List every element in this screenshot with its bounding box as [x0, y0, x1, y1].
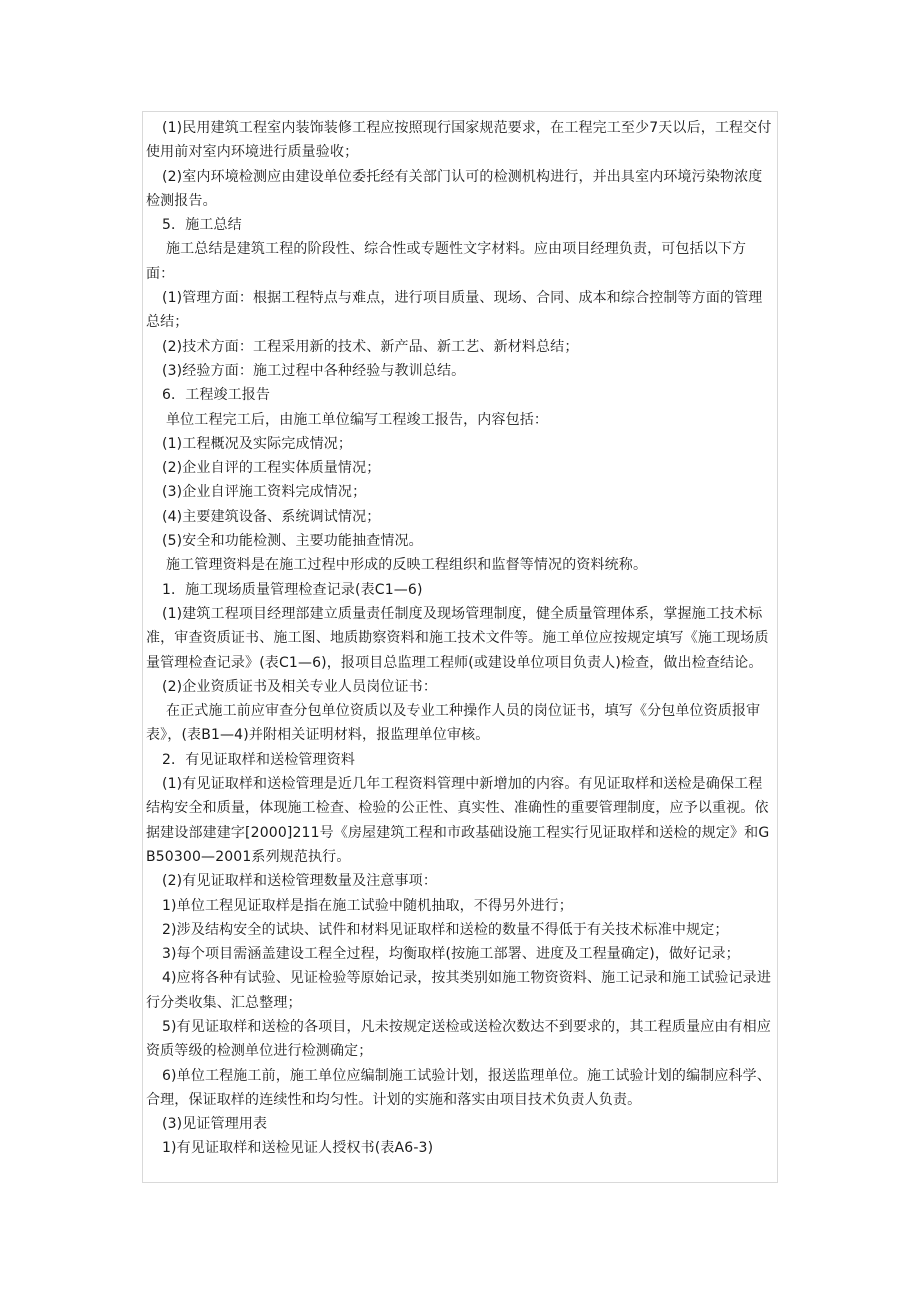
list-item: 1)有见证取样和送检见证人授权书(表A6-3): [162, 1140, 434, 1157]
list-item: (2)企业自评的工程实体质量情况；: [162, 460, 381, 477]
document-page: [142, 111, 778, 1183]
document-body: [146, 116, 774, 1161]
list-item: 2)涉及结构安全的试块、试件和材料见证取样和送检的数量不得低于有关技术标准中规定；: [162, 921, 729, 938]
paragraph: (1)建筑工程项目经理部建立质量责任制度及现场管理制度，健全质量管理体系，掌握施工技术标准，审查资质证书、施工图、地质勘察资料和施工技术文件等。施工单位应按规定填写《施工现场质量管理检查记录》(表C1—6)，报项目总监理工程师(或建设单位项目负责人)检查，做出检查结论。: [146, 605, 769, 671]
paragraph: (3)经验方面：施工过程中各种经验与教训总结。: [162, 362, 466, 379]
paragraph: 在正式施工前应审查分包单位资质以及专业工种操作人员的岗位证书，填写《分包单位资质报审表》，(表B1—4)并附相关证明材料，报监理单位审核。: [146, 703, 761, 744]
section-heading: 2．有见证取样和送检管理资料: [162, 751, 356, 768]
list-item: (3)企业自评施工资料完成情况；: [162, 484, 367, 501]
paragraph: 单位工程完工后，由施工单位编写工程竣工报告，内容包括：: [166, 411, 549, 428]
list-item: 1)单位工程见证取样是指在施工试验中随机抽取，不得另外进行；: [162, 897, 573, 914]
list-item: (1)工程概况及实际完成情况；: [162, 435, 353, 452]
list-item: 4)应将各种有试验、见证检验等原始记录，按其类别如施工物资资料、施工记录和施工试验记录进行分类收集、汇总整理；: [146, 970, 771, 1011]
section-heading: 5．施工总结: [162, 217, 242, 234]
paragraph: (2)技术方面：工程采用新的技术、新产品、新工艺、新材料总结；: [162, 338, 579, 355]
paragraph: (2)企业资质证书及相关专业人员岗位证书：: [162, 678, 437, 695]
paragraph: (1)有见证取样和送检管理是近几年工程资料管理中新增加的内容。有见证取样和送检是确保工程结构安全和质量，体现施工检查、检验的公正性、真实性、准确性的重要管理制度，应予以重视。依据建设部建建字[2000]211号《房屋建筑工程和市政基础设施工程实行见证取样和送检的规定》和GB50300—2001系列规范执行。: [146, 776, 770, 865]
paragraph: (2)室内环境检测应由建设单位委托经有关部门认可的检测机构进行，并出具室内环境污染物浓度检测报告。: [146, 168, 763, 209]
paragraph: 施工总结是建筑工程的阶段性、综合性或专题性文字材料。应由项目经理负责，可包括以下方面：: [146, 241, 747, 282]
paragraph: (3)见证管理用表: [162, 1116, 268, 1133]
paragraph: (1)管理方面：根据工程特点与难点，进行项目质量、现场、合同、成本和综合控制等方面的管理总结；: [146, 290, 763, 331]
list-item: 3)每个项目需涵盖建设工程全过程，均衡取样(按施工部署、进度及工程量确定)，做好记录；: [162, 946, 740, 963]
paragraph: (2)有见证取样和送检管理数量及注意事项：: [162, 873, 437, 890]
list-item: (4)主要建筑设备、系统调试情况；: [162, 508, 381, 525]
paragraph: (1)民用建筑工程室内装饰装修工程应按照现行国家规范要求，在工程完工至少7天以后，工程交付使用前对室内环境进行质量验收；: [146, 120, 772, 161]
list-item: 6)单位工程施工前，施工单位应编制施工试验计划，报送监理单位。施工试验计划的编制应科学、合理，保证取样的连续性和均匀性。计划的实施和落实由项目技术负责人负责。: [146, 1067, 771, 1108]
list-item: 5)有见证取样和送检的各项目，凡未按规定送检或送检次数达不到要求的，其工程质量应由有相应资质等级的检测单位进行检测确定；: [146, 1018, 771, 1060]
section-heading: 6．工程竣工报告: [162, 387, 271, 404]
list-item: (5)安全和功能检测、主要功能抽查情况。: [162, 533, 423, 550]
paragraph: 施工管理资料是在施工过程中形成的反映工程组织和监督等情况的资料统称。: [166, 557, 648, 574]
section-heading: 1．施工现场质量管理检查记录(表C1—6): [162, 581, 423, 598]
